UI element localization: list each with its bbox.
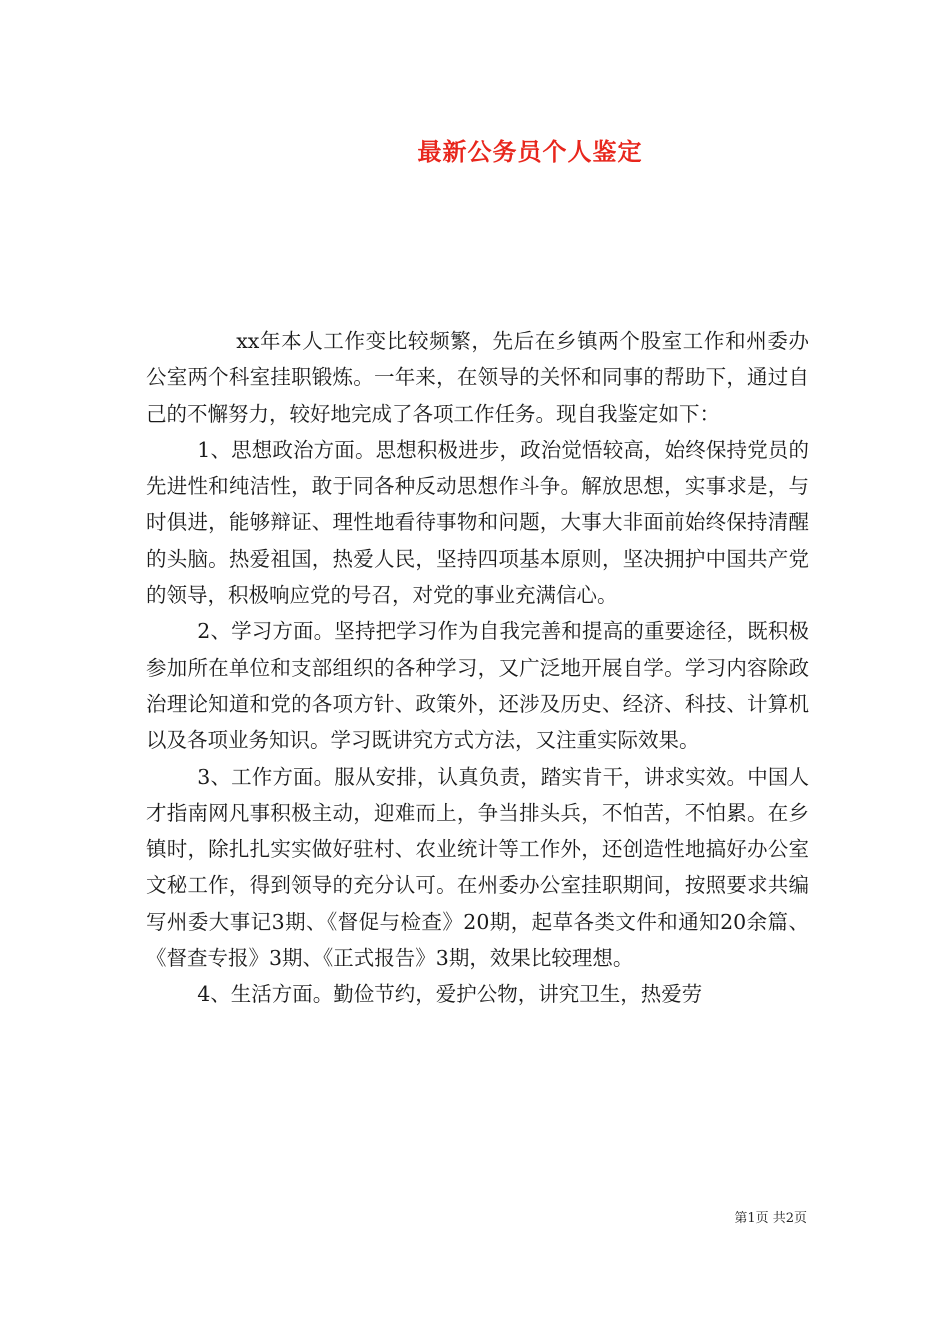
page-number: 第1页 共2页	[734, 1211, 807, 1226]
document-title: 最新公务员个人鉴定	[417, 138, 643, 166]
document-body	[146, 323, 809, 1013]
paragraph-intro: xx年本人工作变比较频繁，先后在乡镇两个股室工作和州委办公室两个科室挂职锻炼。一年来，在领导的关怀和同事的帮助下，通过自己的不懈努力，较好地完成了各项工作任务。现自我鉴定如下：	[146, 329, 809, 426]
paragraph-political: 1、思想政治方面。思想积极进步，政治觉悟较高，始终保持党员的先进性和纯洁性，敢于同各种反动思想作斗争。解放思想，实事求是，与时俱进，能够辩证、理性地看待事物和问题，大事大非面前始终保持清醒的头脑。热爱祖国，热爱人民，坚持四项基本原则，坚决拥护中国共产党的领导，积极响应党的号召，对党的事业充满信心。	[146, 437, 809, 608]
paragraph-work: 3、工作方面。服从安排，认真负责，踏实肯干，讲求实效。中国人才指南网凡事积极主动，迎难而上，争当排头兵，不怕苦，不怕累。在乡镇时，除扎扎实实做好驻村、农业统计等工作外，还创造性地搞好办公室文秘工作，得到领导的充分认可。在州委办公室挂职期间，按照要求共编写州委大事记3期、《督促与检查》20期，起草各类文件和通知20余篇、《督查专报》3期、《正式报告》3期，效果比较理想。	[146, 764, 809, 971]
paragraph-life: 4、生活方面。勤俭节约，爱护公物，讲究卫生，热爱劳	[197, 982, 703, 1007]
paragraph-study: 2、学习方面。坚持把学习作为自我完善和提高的重要途径，既积极参加所在单位和支部组织的各种学习，又广泛地开展自学。学习内容除政治理论知道和党的各项方针、政策外，还涉及历史、经济、科技、计算机以及各项业务知识。学习既讲究方式方法，又注重实际效果。	[146, 619, 809, 753]
